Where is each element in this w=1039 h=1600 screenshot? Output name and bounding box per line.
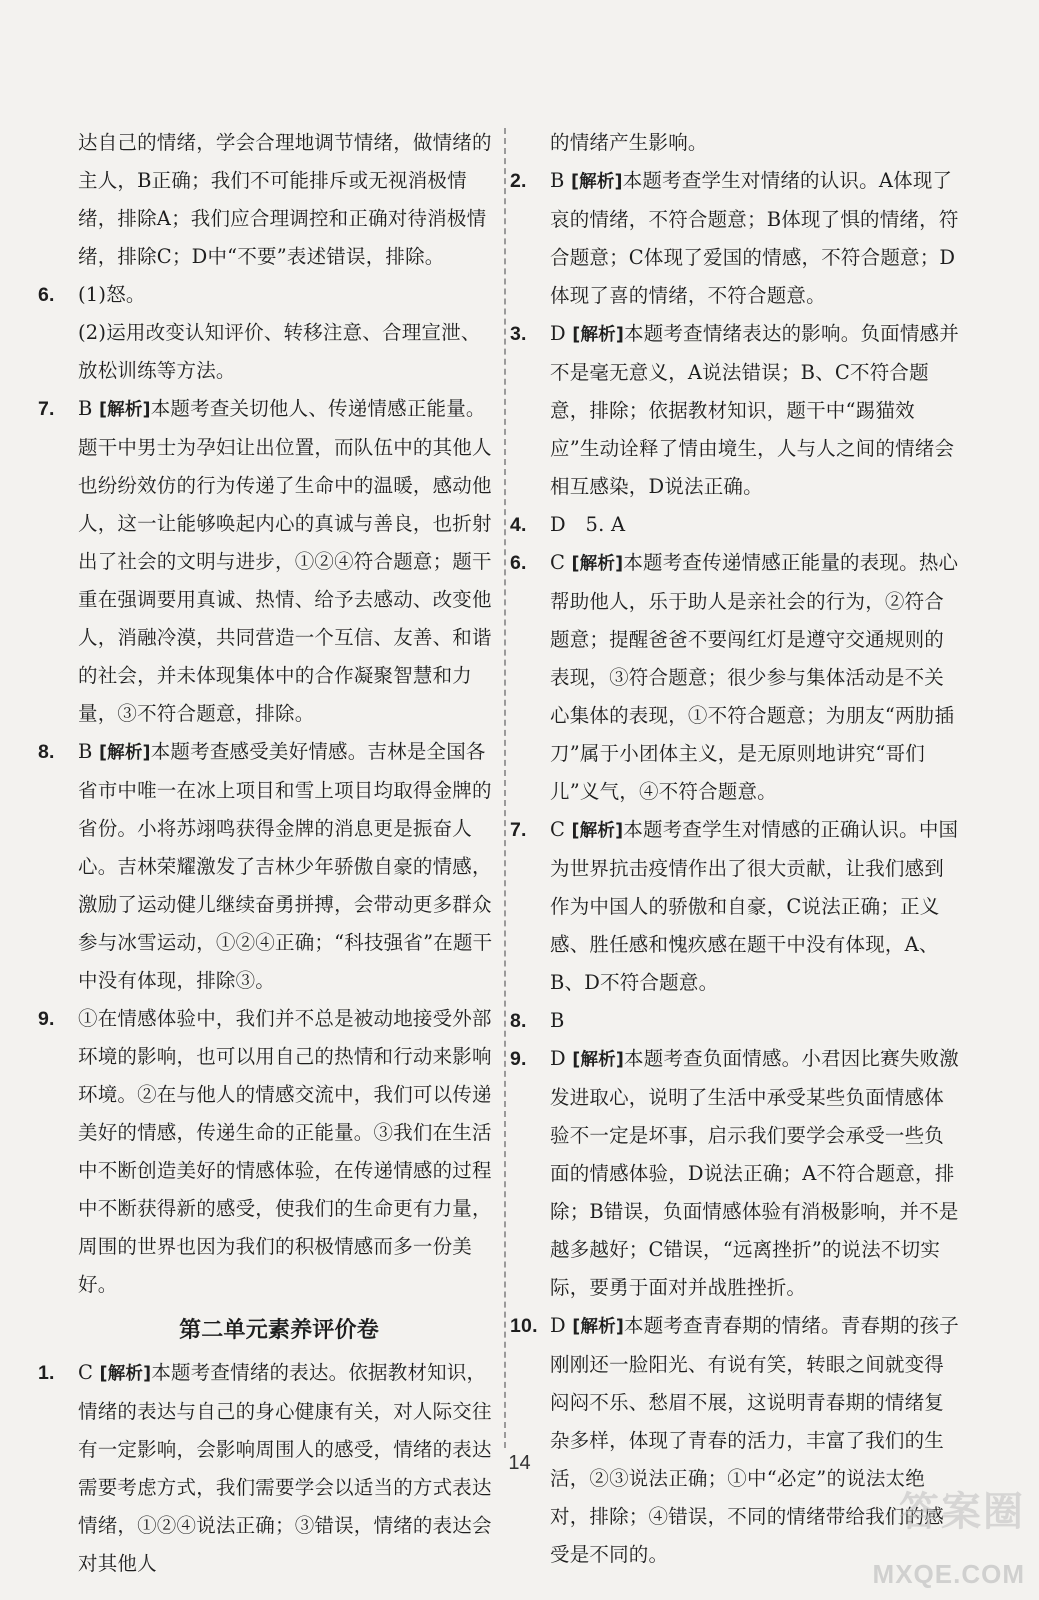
answer-choice: C [78,1361,94,1384]
item-number: 8. [38,741,55,763]
answer-item-8 [510,1002,960,1040]
answer-item-6 [510,544,960,811]
item-number: 3. [510,323,527,345]
item-number: 1. [38,1362,55,1384]
answer-item-6 [38,276,500,390]
answer-choice: D [550,1047,566,1070]
analysis-tag: [解析] [98,743,151,763]
analysis-text: 本题考查关切他人、传递情感正能量。题干中男士为孕妇让出位置，而队伍中的其他人也纷纷效仿的行为传递了生命中的温暖，感动他人，这一让能够唤起内心的真诚与善良，也折射出了社会的文明与进步，①②④符合题意；题干重在强调要用真诚、热情、给予去感动、改变他人，消融冷漠，共同营造一个互信、友善、和谐的社会，并未体现集体中的合作凝聚智慧和力量，③不符合题意，排除。 [78,397,492,725]
right-continuation: 的情绪产生影响。 [550,131,708,154]
analysis-tag: [解析] [570,172,623,192]
analysis-text: 本题考查情绪的表达。依据教材知识，情绪的表达与自己的身心健康有关，对人际交往有一定影响，会影响周围人的感受，情绪的表达需要考虑方式，我们需要学会以适当的方式表达情绪，①②④说法正确；③错误，情绪的表达会对其他人 [78,1361,492,1575]
item-number: 10. [510,1315,538,1337]
item-number: 9. [38,1008,55,1030]
analysis-tag: [解析] [571,554,624,574]
column-divider [504,128,506,1448]
answer-item-7 [38,390,500,733]
item-number: 6. [510,552,527,574]
watermark-logo [829,1480,1029,1590]
answer-item-9 [38,1000,500,1304]
answer-choice: D [550,1314,566,1337]
answer-choice: C [550,818,566,841]
answer-text: ①在情感体验中，我们并不总是被动地接受外部环境的影响，也可以用自己的热情和行动来影响环境。②在与他人的情感交流中，我们可以传递美好的情感，传递生命的正能量。③我们在生活中不断创造美好的情感体验，在传递情感的过程中不断获得新的感受，使我们的生命更有力量，周围的世界也因为我们的积极情感而多一份美好。 [78,1007,492,1296]
answer-text: (1)怒。 [78,283,146,306]
analysis-tag: [解析] [572,1317,625,1337]
item-number: 4. [510,514,527,536]
analysis-tag: [解析] [572,325,625,345]
left-continuation: 达自己的情绪，学会合理地调节情绪，做情绪的主人，B正确；我们不可能排斥或无视消极情绪，排除A；我们应合理调控和正确对待消极情绪，排除C；D中“不要”表述错误，排除。 [78,131,492,268]
analysis-text: 本题考查感受美好情感。吉林是全国各省市中唯一在冰上项目和雪上项目均取得金牌的省份。小将苏翊鸣获得金牌的消息更是振奋人心。吉林荣耀激发了吉林少年骄傲自豪的情感，激励了运动健儿继续奋勇拼搏，会带动更多群众参与冰雪运动，①②④正确；“科技强省”在题干中没有体现，排除③。 [78,740,493,992]
item-number: 9. [510,1048,527,1070]
analysis-tag: [解析] [99,1364,152,1384]
answer-choice: B [550,169,565,192]
answer-choice: B [78,397,93,420]
answer-text: D 5. A [550,513,626,536]
page-number: 14 [508,1452,531,1474]
item-number: 8. [510,1010,527,1032]
answer-choice: D [550,322,566,345]
analysis-text: 本题考查青春期的情绪。青春期的孩子刚刚还一脸阳光、有说有笑，转眼之间就变得闷闷不乐、愁眉不展，这说明青春期的情绪复杂多样，体现了青春的活力，丰富了我们的生活，②③说法正确；①中“必定”的说法太绝对，排除；④错误，不同的情绪带给我们的感受是不同的。 [550,1314,959,1566]
item-number: 2. [510,170,527,192]
right-column [510,124,960,1574]
watermark-url: MXQE.COM [872,1559,1025,1589]
analysis-text: 本题考查负面情感。小君因比赛失败激发进取心，说明了生活中承受某些负面情感体验不一定是坏事，启示我们要学会承受一些负面的情感体验，D说法正确；A不符合题意，排除；B错误，负面情感体验有消极影响，并不是越多越好；C错误，“远离挫折”的说法不切实际，要勇于面对并战胜挫折。 [550,1047,959,1299]
answer-item-4-5 [510,506,960,544]
item-number: 6. [38,284,55,306]
item-number: 7. [38,398,55,420]
analysis-text: 本题考查传递情感正能量的表现。热心帮助他人，乐于助人是亲社会的行为，②符合题意；提醒爸爸不要闯红灯是遵守交通规则的表现，③符合题意；很少参与集体活动是不关心集体的表现，①不符合题意；为朋友“两肋插刀”属于小团体主义，是无原则地讲究“哥们儿”义气，④不符合题意。 [550,551,959,803]
answer-item-7 [510,811,960,1002]
answer-item-9 [510,1040,960,1307]
answer-item-8 [38,733,500,1000]
answer-text: (2)运用改变认知评价、转移注意、合理宣泄、放松训练等方法。 [78,321,481,382]
answer-choice: B [78,740,93,763]
analysis-text: 本题考查学生对情感的正确认识。中国为世界抗击疫情作出了很大贡献，让我们感到作为中国人的骄傲和自豪，C说法正确；正义感、胜任感和愧疚感在题干中没有体现，A、B、D不符合题意。 [550,818,959,994]
answer-text: B [550,1009,565,1032]
analysis-text: 本题考查学生对情绪的认识。A体现了哀的情绪，不符合题意；B体现了惧的情绪，符合题意；C体现了爱国的情感，不符合题意；D体现了喜的情绪，不符合题意。 [550,169,959,307]
analysis-tag: [解析] [98,400,151,420]
analysis-text: 本题考查情绪表达的影响。负面情感并不是毫无意义，A说法错误；B、C不符合题意，排除；依据教材知识，题干中“踢猫效应”生动诠释了情由境生，人与人之间的情绪会相互感染，D说法正确。 [550,322,959,498]
section-title: 第二单元素养评价卷 [179,1318,379,1343]
left-column [38,124,500,1583]
item-number: 7. [510,819,527,841]
answer-item-2 [510,162,960,315]
analysis-tag: [解析] [572,1050,625,1070]
analysis-tag: [解析] [571,821,624,841]
watermark-logo-text: 答案圈 [899,1489,1025,1535]
answer-item-3 [510,315,960,506]
answer-choice: C [550,551,566,574]
